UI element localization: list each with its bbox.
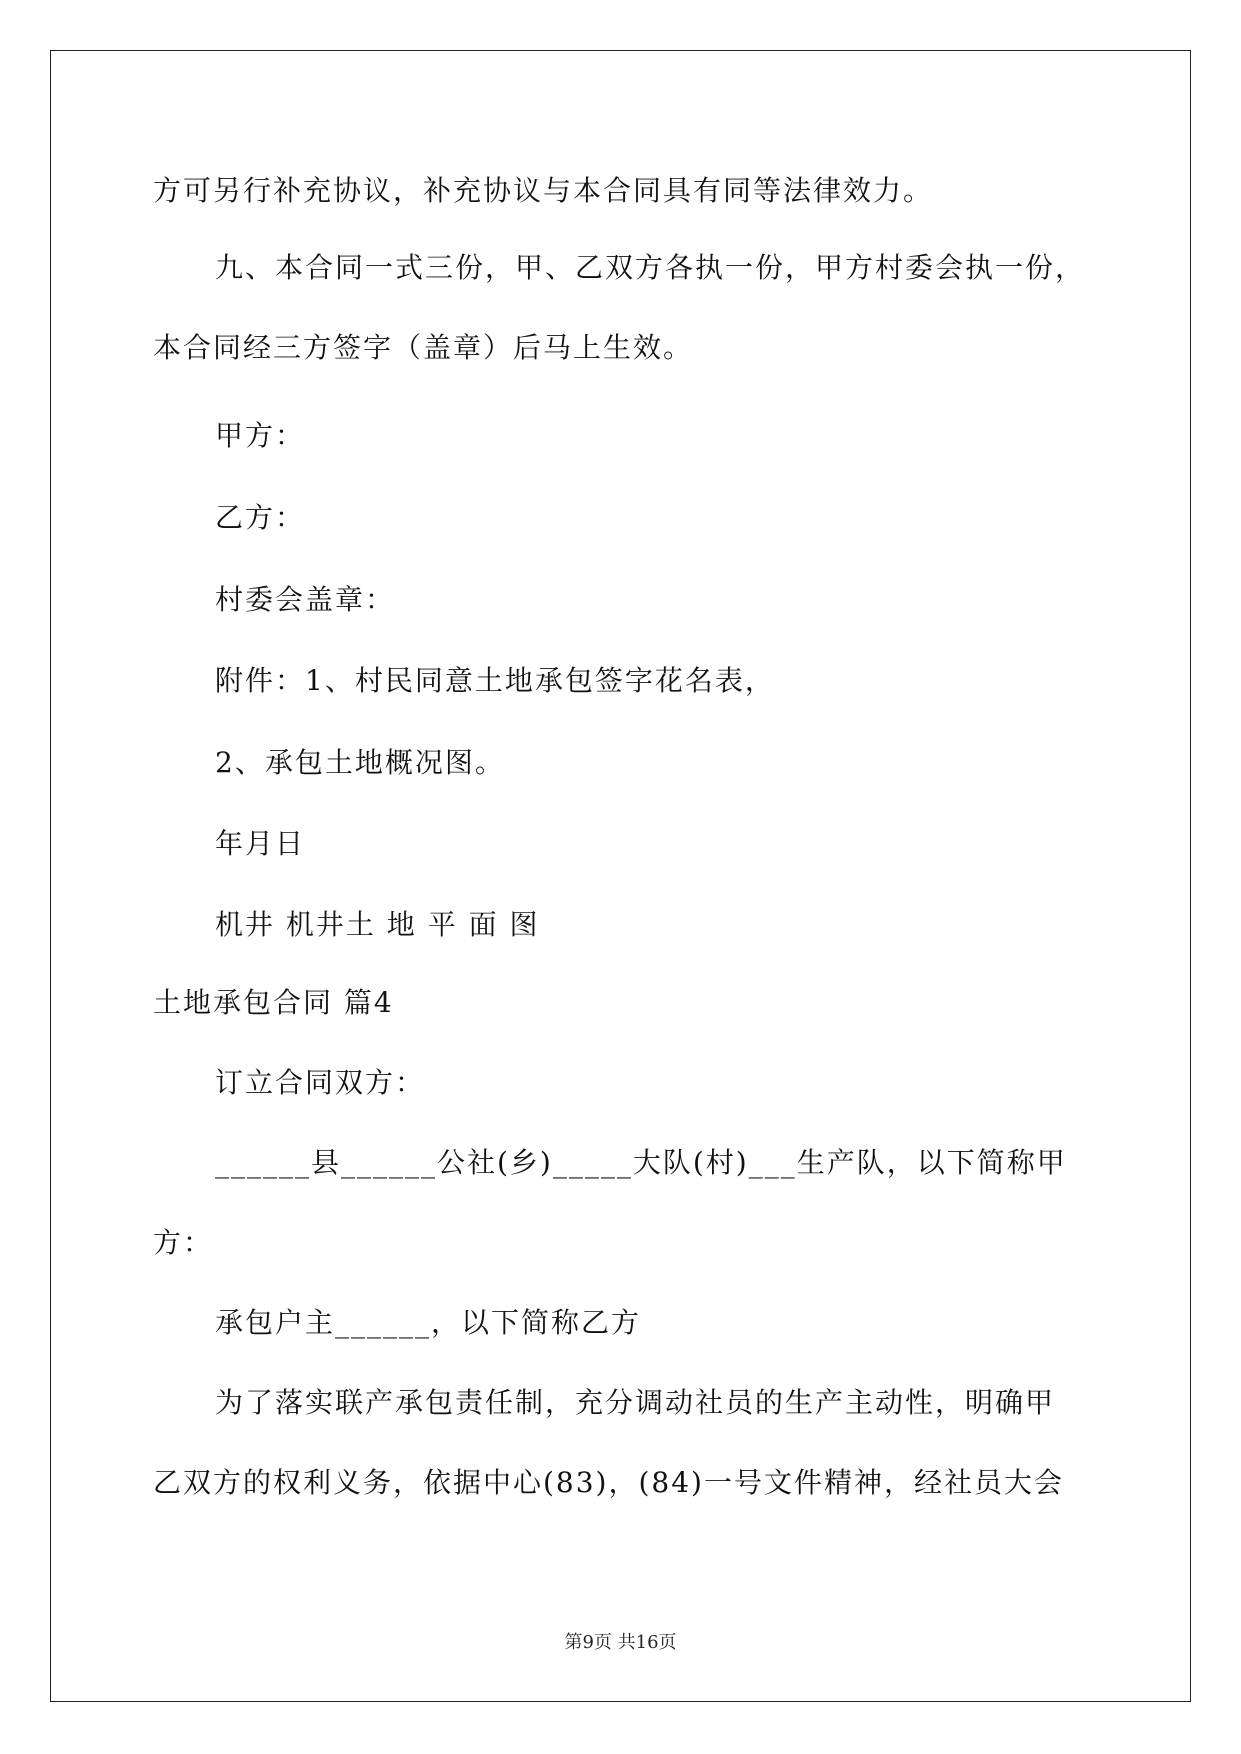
body-line-continuation: 方可另行补充协议，补充协议与本合同具有同等法律效力。	[153, 174, 934, 207]
party-b-signature-line: 乙方：	[215, 501, 306, 534]
contract-parties-line: 订立合同双方：	[215, 1066, 426, 1099]
date-line: 年月日	[215, 827, 306, 860]
village-committee-seal-line: 村委会盖章：	[215, 583, 396, 616]
clause-nine-line-1: 九、本合同一式三份，甲、乙双方各执一份，甲方村委会执一份，	[215, 251, 1086, 284]
party-a-fill-line-cont: 方：	[153, 1226, 214, 1259]
attachment-line-2: 2、承包土地概况图。	[215, 746, 505, 779]
section-heading: 土地承包合同 篇4	[153, 986, 394, 1019]
party-b-fill-line: 承包户主______，以下简称乙方	[215, 1306, 642, 1339]
party-a-signature-line: 甲方：	[215, 419, 306, 452]
preamble-line-2: 乙双方的权利义务，依据中心(83)，(84)一号文件精神，经社员大会	[153, 1466, 1064, 1499]
attachment-line-1: 附件：1、村民同意土地承包签字花名表，	[215, 664, 775, 697]
page-number-footer: 第9页 共16页	[564, 1632, 677, 1653]
preamble-line-1: 为了落实联产承包责任制，充分调动社员的生产主动性，明确甲	[215, 1386, 1056, 1419]
party-a-fill-line: ______县______公社(乡)_____大队(村)___生产队，以下简称甲	[215, 1146, 1067, 1179]
map-caption-line: 机井 机井土 地 平 面 图	[215, 908, 540, 941]
clause-nine-line-2: 本合同经三方签字（盖章）后马上生效。	[153, 331, 694, 364]
page-border	[50, 50, 1191, 1702]
